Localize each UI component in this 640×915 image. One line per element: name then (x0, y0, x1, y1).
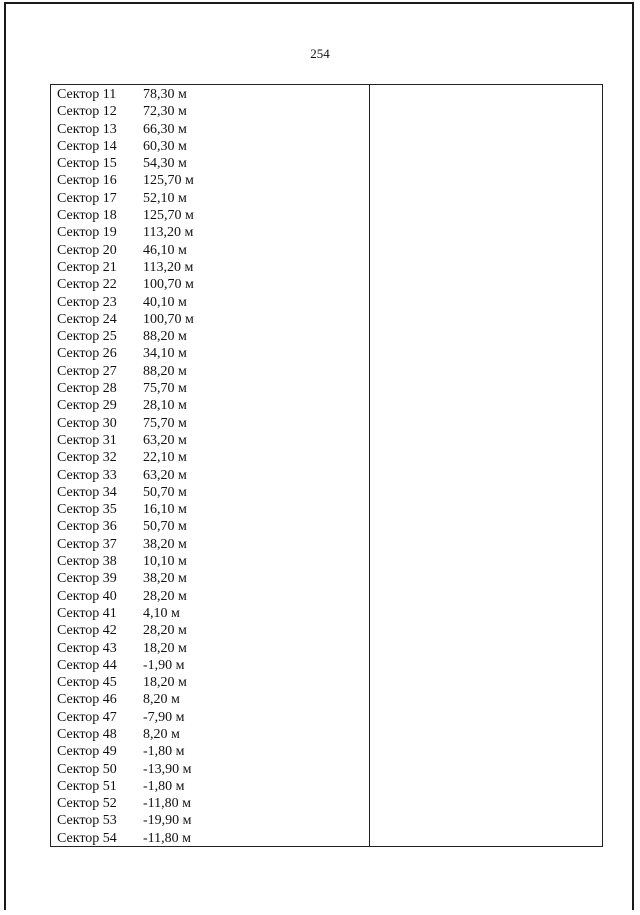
sector-name: Сектор 53 (57, 813, 117, 829)
sector-value: 113,20 м (143, 259, 194, 275)
sector-name: Сектор 12 (57, 104, 117, 120)
sector-value: 54,30 м (143, 156, 187, 172)
sector-value: 60,30 м (143, 138, 187, 154)
sector-value: 18,20 м (143, 640, 187, 656)
column-divider (369, 85, 370, 846)
sector-value: 78,30 м (143, 87, 187, 102)
sector-value: 52,10 м (143, 190, 187, 206)
sector-name: Сектор 43 (57, 640, 117, 656)
sector-value: 10,10 м (143, 554, 187, 570)
sector-name: Сектор 22 (57, 277, 117, 293)
sector-name: Сектор 15 (57, 156, 117, 172)
sector-value: -1,80 м (143, 744, 185, 760)
sector-name: Сектор 39 (57, 571, 117, 587)
sector-value: 50,70 м (143, 484, 187, 500)
sector-value: 4,10 м (143, 605, 180, 621)
sector-value: -1,90 м (143, 657, 185, 673)
sector-value: -19,90 м (143, 813, 192, 829)
sector-value: -13,90 м (143, 761, 192, 777)
sector-value: 125,70 м (143, 173, 194, 189)
sector-name: Сектор 51 (57, 778, 117, 794)
sector-value: 125,70 м (143, 208, 194, 224)
sector-name: Сектор 44 (57, 657, 117, 673)
sector-name: Сектор 46 (57, 692, 117, 708)
sector-name: Сектор 47 (57, 709, 117, 725)
sector-name: Сектор 14 (57, 138, 117, 154)
sector-name: Сектор 31 (57, 432, 117, 448)
sector-name: Сектор 30 (57, 415, 117, 431)
page-number: 254 (310, 46, 330, 61)
sector-value: 72,30 м (143, 104, 187, 120)
sector-value: 88,20 м (143, 329, 187, 345)
sector-name: Сектор 28 (57, 381, 117, 397)
sector-value: 63,20 м (143, 467, 187, 483)
sector-value: 40,10 м (143, 294, 187, 310)
sector-name: Сектор 40 (57, 588, 117, 604)
sector-name: Сектор 37 (57, 536, 117, 552)
sector-value: 38,20 м (143, 536, 187, 552)
sector-value: 66,30 м (143, 121, 187, 137)
sector-table (50, 84, 603, 847)
sector-value: -7,90 м (143, 709, 185, 725)
sector-name: Сектор 19 (57, 225, 117, 241)
sector-value: 75,70 м (143, 415, 187, 431)
sector-name: Сектор 50 (57, 761, 117, 777)
sector-name: Сектор 16 (57, 173, 117, 189)
sector-name: Сектор 35 (57, 502, 117, 518)
sector-name: Сектор 32 (57, 450, 117, 466)
sector-name: Сектор 20 (57, 242, 117, 258)
sector-value: -11,80 м (143, 830, 192, 846)
sector-value: -11,80 м (143, 796, 192, 812)
sector-name: Сектор 41 (57, 605, 117, 621)
sector-name: Сектор 26 (57, 346, 117, 362)
sector-name: Сектор 17 (57, 190, 117, 206)
sector-name: Сектор 38 (57, 554, 117, 570)
sector-value: -1,80 м (143, 778, 185, 794)
sector-value: 8,20 м (143, 726, 180, 742)
sector-value: 38,20 м (143, 571, 187, 587)
sector-name: Сектор 54 (57, 830, 117, 846)
sector-name: Сектор 25 (57, 329, 117, 345)
sector-name: Сектор 48 (57, 726, 117, 742)
sector-name: Сектор 52 (57, 796, 117, 812)
sector-value: 100,70 м (143, 311, 194, 327)
sector-value: 100,70 м (143, 277, 194, 293)
sector-name: Сектор 36 (57, 519, 117, 535)
sector-name: Сектор 11 (57, 87, 117, 102)
sector-name: Сектор 29 (57, 398, 117, 414)
sector-value: 28,10 м (143, 398, 187, 414)
sector-value: 16,10 м (143, 502, 187, 518)
sector-value: 63,20 м (143, 432, 187, 448)
sector-value: 8,20 м (143, 692, 180, 708)
sector-value: 88,20 м (143, 363, 187, 379)
sector-name: Сектор 24 (57, 311, 117, 327)
sector-value: 28,20 м (143, 623, 187, 639)
sector-name: Сектор 33 (57, 467, 117, 483)
sector-value: 50,70 м (143, 519, 187, 535)
sector-name: Сектор 42 (57, 623, 117, 639)
sector-name: Сектор 27 (57, 363, 117, 379)
sector-name: Сектор 21 (57, 259, 117, 275)
sector-name: Сектор 18 (57, 208, 117, 224)
sector-value: 18,20 м (143, 675, 187, 691)
sector-name: Сектор 23 (57, 294, 117, 310)
sector-name: Сектор 34 (57, 484, 117, 500)
sector-name: Сектор 13 (57, 121, 117, 137)
sector-value: 75,70 м (143, 381, 187, 397)
sector-value: 28,20 м (143, 588, 187, 604)
sector-value: 113,20 м (143, 225, 194, 241)
sector-name: Сектор 45 (57, 675, 117, 691)
sector-name: Сектор 49 (57, 744, 117, 760)
sector-value: 34,10 м (143, 346, 187, 362)
sector-value: 22,10 м (143, 450, 187, 466)
sector-value: 46,10 м (143, 242, 187, 258)
